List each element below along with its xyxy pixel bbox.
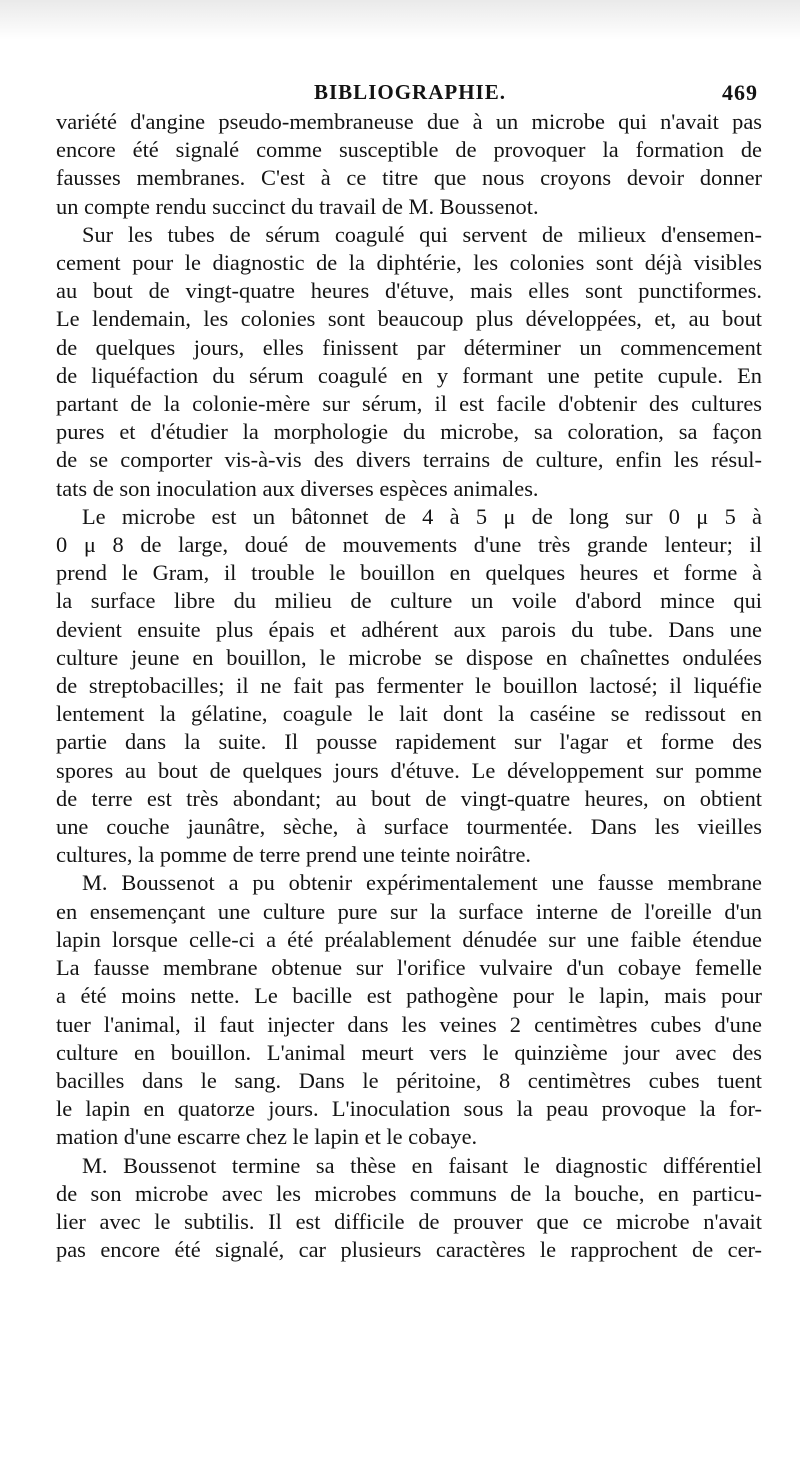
text-line: de se comporter vis-à-vis des divers terrains de culture, enfin les résul- (56, 447, 762, 473)
text-line: de quelques jours, elles finissent par déterminer un commencement (56, 334, 762, 360)
scan-top-shadow (0, 0, 800, 40)
text-line: la surface libre du milieu de culture un voile d'abord mince qui (56, 588, 762, 614)
text-line: lier avec le subtilis. Il est difficile de prouver que ce microbe n'avait (56, 1208, 762, 1234)
text-line: de streptobacilles; il ne fait pas fermenter le bouillon lactosé; il liquéfie (56, 673, 762, 699)
text-line: 0 μ 8 de large, doué de mouvements d'une très grande lenteur; il (56, 532, 762, 558)
text-line: une couche jaunâtre, sèche, à surface tourmentée. Dans les vieilles (56, 814, 762, 840)
text-line: bacilles dans le sang. Dans le péritoine, 8 centimètres cubes tuent (56, 1067, 762, 1093)
text-line: Le lendemain, les colonies sont beaucoup plus développées, et, au bout (56, 306, 762, 332)
text-line: pures et d'étudier la morphologie du microbe, sa coloration, sa façon (56, 419, 762, 445)
text-line: devient ensuite plus épais et adhérent aux parois du tube. Dans une (56, 616, 762, 642)
text-line: au bout de vingt-quatre heures d'étuve, mais elles sont punctiformes. (56, 278, 762, 304)
paragraph-3 (56, 503, 762, 870)
text-line: encore été signalé comme susceptible de provoquer la formation de (56, 137, 762, 163)
text-line: pas encore été signalé, car plusieurs caractères le rapprochent de cer- (56, 1237, 762, 1263)
paragraph-2 (56, 221, 762, 503)
text-line: La fausse membrane obtenue sur l'orifice vulvaire d'un cobaye femelle (56, 955, 762, 981)
text-line: cultures, la pomme de terre prend une teinte noirâtre. (56, 842, 531, 868)
text-line: de son microbe avec les microbes communs de la bouche, en particu- (56, 1180, 762, 1206)
text-line: fausses membranes. C'est à ce titre que nous croyons devoir donner (56, 165, 762, 191)
text-line: prend le Gram, il trouble le bouillon en quelques heures et forme à (56, 560, 762, 586)
text-line: culture en bouillon. L'animal meurt vers le quinzième jour avec des (56, 1039, 762, 1065)
page-number: 469 (722, 80, 758, 105)
text-line: tuer l'animal, il faut injecter dans les veines 2 centimètres cubes d'une (56, 1011, 762, 1037)
text-line: mation d'une escarre chez le lapin et le cobaye. (56, 1124, 478, 1150)
text-line: partant de la colonie-mère sur sérum, il est facile d'obtenir des cultures (56, 391, 762, 417)
text-line: un compte rendu succinct du travail de M. Boussenot. (56, 193, 539, 219)
text-line: de terre est très abondant; au bout de vingt-quatre heures, on obtient (56, 785, 762, 811)
text-line: tats de son inoculation aux diverses espèces animales. (56, 475, 539, 501)
running-head (56, 76, 762, 108)
text-line: cement pour le diagnostic de la diphtérie, les colonies sont déjà visibles (56, 250, 762, 276)
text-line: Le microbe est un bâtonnet de 4 à 5 μ de long sur 0 μ 5 à (82, 503, 762, 529)
paragraph-5 (56, 1152, 762, 1265)
text-line: Sur les tubes de sérum coagulé qui servent de milieux d'ensemen- (82, 221, 762, 247)
text-line: a été moins nette. Le bacille est pathogène pour le lapin, mais pour (56, 983, 762, 1009)
text-line: partie dans la suite. Il pousse rapidement sur l'agar et forme des (56, 729, 762, 755)
text-line: spores au bout de quelques jours d'étuve. Le développement sur pomme (56, 757, 762, 783)
text-line: M. Boussenot termine sa thèse en faisant le diagnostic différentiel (82, 1152, 762, 1178)
text-line: culture jeune en bouillon, le microbe se dispose en chaînettes ondulées (56, 644, 762, 670)
text-line: lapin lorsque celle-ci a été préalablement dénudée sur une faible étendue (56, 926, 762, 952)
text-line: en ensemençant une culture pure sur la surface interne de l'oreille d'un (56, 898, 762, 924)
running-title: BIBLIOGRAPHIE. (314, 80, 506, 104)
text-line: de liquéfaction du sérum coagulé en y formant une petite cupule. En (56, 362, 762, 388)
paragraph-1 (56, 108, 762, 221)
text-line: lentement la gélatine, coagule le lait dont la caséine se redissout en (56, 701, 762, 727)
book-page (56, 76, 762, 1264)
text-line: M. Boussenot a pu obtenir expérimentalement une fausse membrane (82, 870, 762, 896)
paragraph-4 (56, 869, 762, 1151)
text-line: variété d'angine pseudo-membraneuse due à un microbe qui n'avait pas (56, 109, 762, 134)
text-line: le lapin en quatorze jours. L'inoculation sous la peau provoque la for- (56, 1096, 762, 1122)
